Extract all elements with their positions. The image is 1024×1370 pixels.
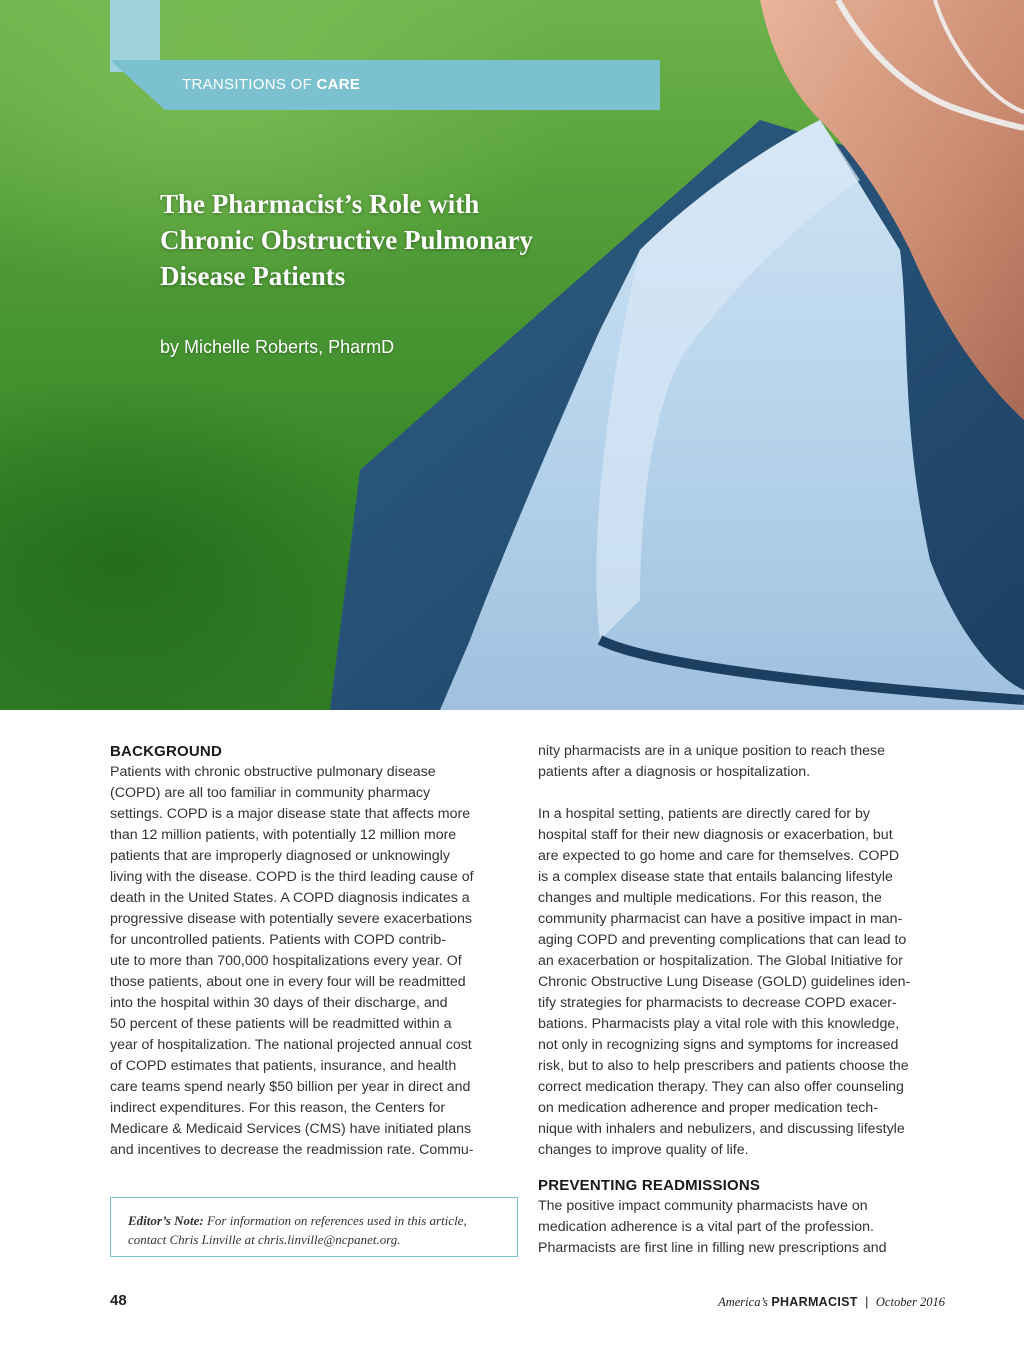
footer-separator: | — [865, 1295, 869, 1309]
preventing-readmissions-heading: PREVENTING READMISSIONS — [538, 1177, 761, 1194]
right-paragraph-2: In a hospital setting, patients are directly cared for by hospital staff for their new diagnosis or exacerbation, but are expected to go home and care for themselves. COPD is a complex disease state that entails balancing lifestyle changes and multiple medications. For this reason, the community pharmacist can have a positive impact in man- aging COPD and preventing complications that can lead to an exacerbation or hospitalization. The Global Initiative for Chronic Obstructive Lung Disease (GOLD) guidelines iden- tify strategies for pharmacists to decrease COPD exacer- bations. Pharmacists play a vital role with this knowledge, not only in recognizing signs and symptoms for increased risk, but to also to help prescribers and patients choose the correct medication therapy. They can also offer counseling on medication adherence and proper medication tech- nique with inhalers and nebulizers, and discussing lifestyle changes to improve quality of life. — [538, 806, 911, 1158]
editors-note-text: For information on references used in this article, contact Chris Linville at chris.linville@ncpanet.org. — [128, 1213, 467, 1247]
article-byline: by Michelle Roberts, PharmD — [160, 337, 395, 357]
editors-note-lead: Editor’s Note: — [128, 1213, 204, 1228]
editors-note-box — [110, 1197, 518, 1257]
section-label — [182, 76, 360, 93]
background-paragraph: Patients with chronic obstructive pulmonary disease (COPD) are all too familiar in community pharmacy settings. COPD is a major disease state that affects more than 12 million patients, with potentially 12 million more patients that are improperly diagnosed or unknowingly living with the disease. COPD is the third leading cause of death in the United States. A COPD diagnosis indicates a progressive disease with potentially severe exacerbations for uncontrolled patients. Patients with COPD contrib- ute to more than 700,000 hospitalizations every year. Of those patients, about one in every four will be readmitted into the hospital within 30 days of their discharge, and 50 percent of these patients will be readmitted within a year of hospitalization. The national projected annual cost of COPD estimates that patients, insurance, and health care teams spend nearly $50 billion per year in direct and indirect expenditures. For this reason, the Centers for Medicare & Medicaid Services (CMS) have initiated plans and incentives to decrease the readmission rate. Commu- — [110, 764, 474, 1158]
section-label-bold: CARE — [316, 76, 361, 93]
publication-name-bold: PHARMACIST — [771, 1295, 858, 1309]
paragraph-spacer-2 — [538, 1161, 950, 1175]
right-column — [538, 741, 950, 1259]
section-label-prefix: TRANSITIONS OF — [182, 76, 313, 93]
article-title: The Pharmacist’s Role with Chronic Obstructive Pulmonary Disease Patients — [160, 189, 533, 291]
background-heading: BACKGROUND — [110, 743, 222, 760]
page-number: 48 — [110, 1292, 127, 1309]
publication-footer — [718, 1295, 945, 1310]
paragraph-spacer — [538, 783, 950, 804]
right-paragraph-1: nity pharmacists are in a unique position to reach these patients after a diagnosis or hospitalization. — [538, 743, 886, 780]
issue-date: October 2016 — [875, 1295, 945, 1309]
publication-name-italic: America’s — [718, 1295, 768, 1309]
left-column — [110, 741, 510, 1161]
right-paragraph-3: The positive impact community pharmacists have on medication adherence is a vital part of the profession. Pharmacists are first line in filling new prescriptions and — [538, 1198, 887, 1256]
